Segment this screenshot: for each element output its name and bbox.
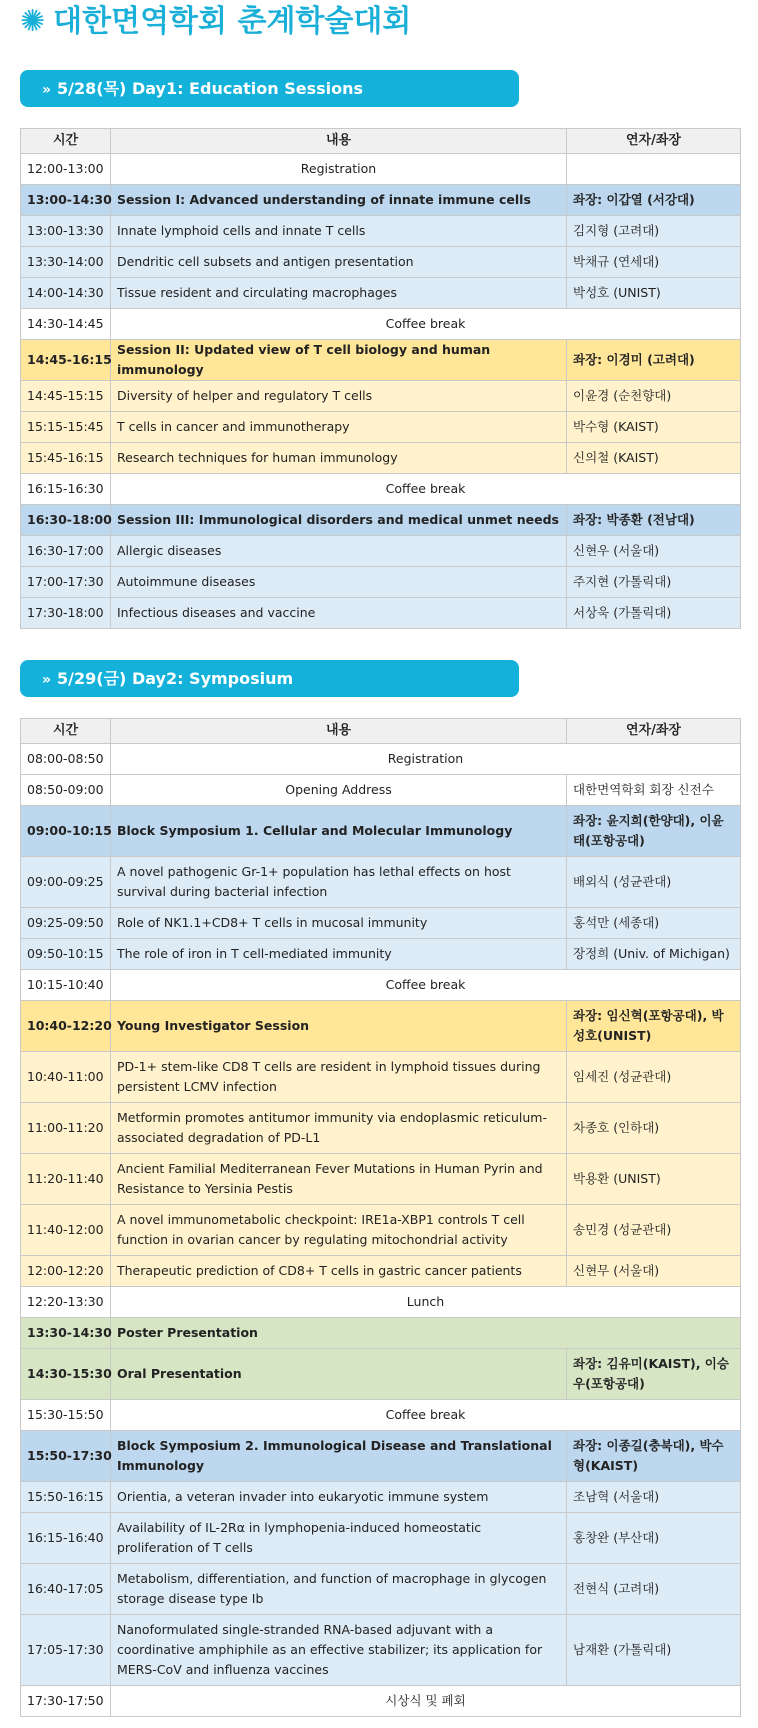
content-cell: Block Symposium 1. Cellular and Molecular Immunology: [111, 806, 567, 857]
content-cell: Session III: Immunological disorders and medical unmet needs: [111, 505, 567, 536]
content-cell: Ancient Familial Mediterranean Fever Mutations in Human Pyrin and Resistance to Yersinia Pestis: [111, 1154, 567, 1205]
chevron-icon: »: [42, 82, 52, 98]
time-cell: 14:30-14:45: [21, 309, 111, 340]
table-header-row: [21, 719, 741, 744]
table-row: [21, 567, 741, 598]
day2-label: 5/29(금) Day2: Symposium: [57, 669, 294, 688]
time-cell: 14:00-14:30: [21, 278, 111, 309]
speaker-cell: 좌장: 이종길(충북대), 박수형(KAIST): [567, 1431, 741, 1482]
time-cell: 16:40-17:05: [21, 1564, 111, 1615]
content-cell: Research techniques for human immunology: [111, 443, 567, 474]
content-cell: Tissue resident and circulating macrophages: [111, 278, 567, 309]
speaker-cell: 남재환 (가톨릭대): [567, 1615, 741, 1686]
table-row: [21, 381, 741, 412]
table-row: [21, 247, 741, 278]
speaker-cell: 박용환 (UNIST): [567, 1154, 741, 1205]
time-cell: 17:05-17:30: [21, 1615, 111, 1686]
content-cell: Role of NK1.1+CD8+ T cells in mucosal immunity: [111, 908, 567, 939]
time-cell: 10:40-11:00: [21, 1052, 111, 1103]
time-cell: 09:00-10:15: [21, 806, 111, 857]
speaker-cell: 임세진 (성균관대): [567, 1052, 741, 1103]
content-cell: Infectious diseases and vaccine: [111, 598, 567, 629]
content-cell: Dendritic cell subsets and antigen presentation: [111, 247, 567, 278]
table-row: [21, 1256, 741, 1287]
time-cell: 13:00-14:30: [21, 185, 111, 216]
time-cell: 15:50-17:30: [21, 1431, 111, 1482]
content-cell: Lunch: [111, 1287, 741, 1318]
speaker-cell: 홍창완 (부산대): [567, 1513, 741, 1564]
table-row: [21, 970, 741, 1001]
content-cell: Autoimmune diseases: [111, 567, 567, 598]
time-cell: 17:30-17:50: [21, 1686, 111, 1717]
flower-icon: ✺: [20, 4, 46, 39]
content-cell: Opening Address: [111, 775, 567, 806]
content-cell: Coffee break: [111, 1400, 741, 1431]
table-row: [21, 857, 741, 908]
table-row: [21, 908, 741, 939]
time-cell: 14:45-16:15: [21, 340, 111, 381]
time-cell: 09:25-09:50: [21, 908, 111, 939]
time-cell: 12:20-13:30: [21, 1287, 111, 1318]
table-row: [21, 340, 741, 381]
content-cell: Metabolism, differentiation, and function of macrophage in glycogen storage disease type Ib: [111, 1564, 567, 1615]
time-cell: 13:00-13:30: [21, 216, 111, 247]
table-row: [21, 806, 741, 857]
speaker-cell: 신현무 (서울대): [567, 1256, 741, 1287]
table-row: [21, 1686, 741, 1717]
page-title-text: 대한면역학회 춘계학술대회: [53, 4, 412, 39]
table-row: [21, 216, 741, 247]
speaker-cell: 전현식 (고려대): [567, 1564, 741, 1615]
time-cell: 09:50-10:15: [21, 939, 111, 970]
time-cell: 11:40-12:00: [21, 1205, 111, 1256]
time-cell: 12:00-13:00: [21, 154, 111, 185]
table-row: [21, 1052, 741, 1103]
time-cell: 10:15-10:40: [21, 970, 111, 1001]
header-time: 시간: [21, 129, 111, 154]
table-header-row: [21, 129, 741, 154]
table-row: [21, 1154, 741, 1205]
time-cell: 13:30-14:00: [21, 247, 111, 278]
header-time: 시간: [21, 719, 111, 744]
content-cell: Nanoformulated single-stranded RNA-based adjuvant with a coordinative amphiphile as an effective stabilizer; its application for MERS-CoV and influenza vaccines: [111, 1615, 567, 1686]
table-row: [21, 1513, 741, 1564]
table-row: [21, 412, 741, 443]
table-row: [21, 1482, 741, 1513]
header-content: 내용: [111, 719, 567, 744]
speaker-cell: 좌장: 김유미(KAIST), 이승우(포항공대): [567, 1349, 741, 1400]
content-cell: The role of iron in T cell-mediated immunity: [111, 939, 567, 970]
time-cell: 16:15-16:40: [21, 1513, 111, 1564]
content-cell: Registration: [111, 744, 741, 775]
table-row: [21, 474, 741, 505]
table-row: [21, 536, 741, 567]
table-row: [21, 744, 741, 775]
day2-header: [20, 660, 519, 697]
content-cell: Session I: Advanced understanding of innate immune cells: [111, 185, 567, 216]
content-cell: Diversity of helper and regulatory T cells: [111, 381, 567, 412]
table-row: [21, 1318, 741, 1349]
speaker-cell: 좌장: 윤지희(한양대), 이윤태(포항공대): [567, 806, 741, 857]
table-row: [21, 1615, 741, 1686]
content-cell: Registration: [111, 154, 567, 185]
speaker-cell: 이윤경 (순천향대): [567, 381, 741, 412]
time-cell: 15:45-16:15: [21, 443, 111, 474]
content-cell: A novel immunometabolic checkpoint: IRE1a-XBP1 controls T cell function in ovarian cancer by regulating mitochondrial activity: [111, 1205, 567, 1256]
time-cell: 09:00-09:25: [21, 857, 111, 908]
content-cell: Coffee break: [111, 970, 741, 1001]
speaker-cell: 조남혁 (서울대): [567, 1482, 741, 1513]
time-cell: 10:40-12:20: [21, 1001, 111, 1052]
content-cell: Orientia, a veteran invader into eukaryotic immune system: [111, 1482, 567, 1513]
table-row: [21, 939, 741, 970]
time-cell: 15:50-16:15: [21, 1482, 111, 1513]
speaker-cell: 좌장: 임신혁(포항공대), 박성호(UNIST): [567, 1001, 741, 1052]
content-cell: Innate lymphoid cells and innate T cells: [111, 216, 567, 247]
time-cell: 12:00-12:20: [21, 1256, 111, 1287]
content-cell: Therapeutic prediction of CD8+ T cells in gastric cancer patients: [111, 1256, 567, 1287]
content-cell: Availability of IL-2Rα in lymphopenia-induced homeostatic proliferation of T cells: [111, 1513, 567, 1564]
time-cell: 17:30-18:00: [21, 598, 111, 629]
time-cell: 16:15-16:30: [21, 474, 111, 505]
content-cell: Oral Presentation: [111, 1349, 567, 1400]
speaker-cell: 장정희 (Univ. of Michigan): [567, 939, 741, 970]
table-row: [21, 1564, 741, 1615]
speaker-cell: 배외식 (성균관대): [567, 857, 741, 908]
table-row: [21, 278, 741, 309]
header-speaker: 연자/좌장: [567, 129, 741, 154]
header-speaker: 연자/좌장: [567, 719, 741, 744]
table-row: [21, 154, 741, 185]
table-row: [21, 1287, 741, 1318]
speaker-cell: 좌장: 박종환 (전남대): [567, 505, 741, 536]
day1-schedule-table: [20, 128, 741, 629]
content-cell: Coffee break: [111, 474, 741, 505]
speaker-cell: 대한면역학회 회장 신전수: [567, 775, 741, 806]
day1-header: [20, 70, 519, 107]
content-cell: A novel pathogenic Gr-1+ population has lethal effects on host survival during bacterial infection: [111, 857, 567, 908]
content-cell: Session II: Updated view of T cell biology and human immunology: [111, 340, 567, 381]
speaker-cell: 신의철 (KAIST): [567, 443, 741, 474]
speaker-cell: 박채규 (연세대): [567, 247, 741, 278]
time-cell: 08:00-08:50: [21, 744, 111, 775]
time-cell: 14:45-15:15: [21, 381, 111, 412]
content-cell: T cells in cancer and immunotherapy: [111, 412, 567, 443]
time-cell: 13:30-14:30: [21, 1318, 111, 1349]
speaker-cell: 차종호 (인하대): [567, 1103, 741, 1154]
content-cell: 시상식 및 폐회: [111, 1686, 741, 1717]
table-row: [21, 309, 741, 340]
time-cell: 15:30-15:50: [21, 1400, 111, 1431]
table-row: [21, 1001, 741, 1052]
content-cell: Allergic diseases: [111, 536, 567, 567]
day2-schedule-table: [20, 718, 741, 1717]
content-cell: Block Symposium 2. Immunological Disease and Translational Immunology: [111, 1431, 567, 1482]
speaker-cell: 주지현 (가톨릭대): [567, 567, 741, 598]
speaker-cell: 송민경 (성균관대): [567, 1205, 741, 1256]
content-cell: PD-1+ stem-like CD8 T cells are resident in lymphoid tissues during persistent LCMV infection: [111, 1052, 567, 1103]
table-row: [21, 1349, 741, 1400]
speaker-cell: 좌장: 이경미 (고려대): [567, 340, 741, 381]
table-row: [21, 1431, 741, 1482]
time-cell: 08:50-09:00: [21, 775, 111, 806]
content-cell: Metformin promotes antitumor immunity via endoplasmic reticulum-associated degradation of PD-L1: [111, 1103, 567, 1154]
table-row: [21, 598, 741, 629]
time-cell: 17:00-17:30: [21, 567, 111, 598]
content-cell: Poster Presentation: [111, 1318, 741, 1349]
table-row: [21, 1103, 741, 1154]
time-cell: 11:00-11:20: [21, 1103, 111, 1154]
table-row: [21, 185, 741, 216]
speaker-cell: 좌장: 이갑열 (서강대): [567, 185, 741, 216]
header-content: 내용: [111, 129, 567, 154]
speaker-cell: 서상욱 (가톨릭대): [567, 598, 741, 629]
speaker-cell: 홍석만 (세종대): [567, 908, 741, 939]
speaker-cell: 신현우 (서울대): [567, 536, 741, 567]
table-row: [21, 443, 741, 474]
table-row: [21, 775, 741, 806]
content-cell: Coffee break: [111, 309, 741, 340]
speaker-cell: [567, 154, 741, 185]
chevron-icon: »: [42, 672, 52, 688]
page-title: [20, 2, 411, 42]
speaker-cell: 김지형 (고려대): [567, 216, 741, 247]
time-cell: 16:30-18:00: [21, 505, 111, 536]
speaker-cell: 박성호 (UNIST): [567, 278, 741, 309]
time-cell: 15:15-15:45: [21, 412, 111, 443]
table-row: [21, 505, 741, 536]
time-cell: 14:30-15:30: [21, 1349, 111, 1400]
speaker-cell: 박수형 (KAIST): [567, 412, 741, 443]
table-row: [21, 1400, 741, 1431]
content-cell: Young Investigator Session: [111, 1001, 567, 1052]
table-row: [21, 1205, 741, 1256]
time-cell: 16:30-17:00: [21, 536, 111, 567]
day1-label: 5/28(목) Day1: Education Sessions: [57, 79, 364, 98]
time-cell: 11:20-11:40: [21, 1154, 111, 1205]
